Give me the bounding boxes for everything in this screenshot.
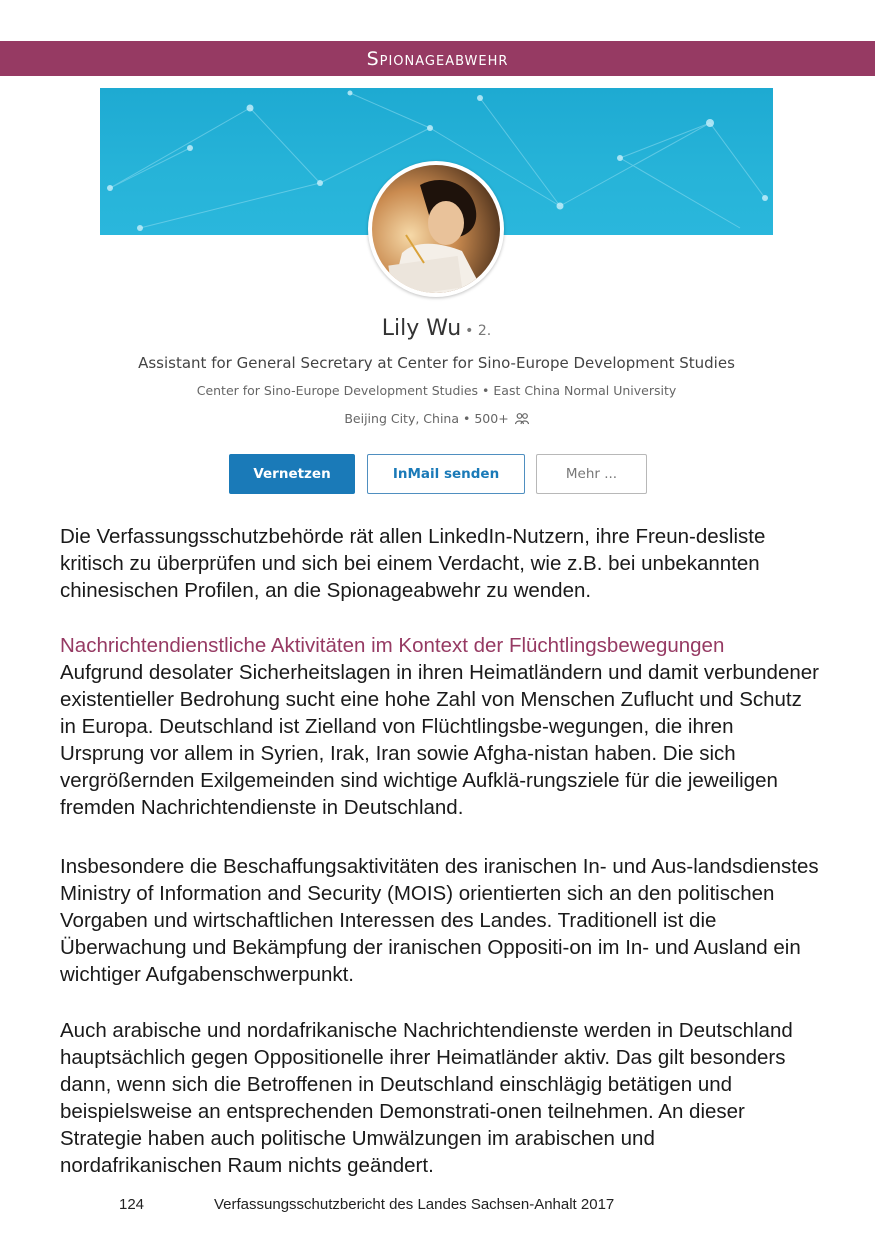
profile-company: Center for Sino-Europe Development Studies • East China Normal University bbox=[196, 383, 677, 398]
paragraph-arab-services: Auch arabische und nordafrikanische Nachrichtendienste werden in Deutschland hauptsächlich gegen Oppositionelle ihrer Heimatländer aktiv. Das gilt besonders dann, wenn sich die Betroffenen in Deutschland einschlägig betätigen und beispielsweise an entsprechenden Demonstrati-onen teilnehmen. An dieser Strategie haben auch politische Umwälzungen im arabischen und nordafrikanischen Raum nichts geändert. bbox=[60, 1019, 793, 1177]
inmail-button[interactable]: InMail senden bbox=[367, 454, 525, 494]
page-number: 124 bbox=[119, 1196, 145, 1213]
connect-button[interactable]: Vernetzen bbox=[229, 454, 355, 494]
profile-headline: Assistant for General Secretary at Center for Sino-Europe Development Studies bbox=[138, 354, 735, 372]
more-button[interactable]: Mehr ... bbox=[536, 454, 647, 494]
profile-name: Lily Wu bbox=[381, 316, 462, 341]
linkedin-profile-card bbox=[100, 88, 773, 508]
profile-location-line bbox=[100, 411, 773, 426]
paragraph-refugee-context: Aufgrund desolater Sicherheitslagen in ihren Heimatländern und damit verbundener existentieller Bedrohung sucht eine hohe Zahl von Menschen Zuflucht und Schutz in Europa. Deutschland ist Zielland von Flüchtlingsbe-wegungen, die ihren Ursprung vor allem in Syrien, Irak, Iran sowie Afgha-nistan haben. Die sich vergrößernden Exilgemeinden sind wichtige Aufklä-rungsziele für die jeweiligen fremden Nachrichtendienste in Deutschland. bbox=[60, 661, 819, 819]
section-title: Spionageabwehr bbox=[366, 48, 509, 70]
section-heading: Nachrichtendienstliche Aktivitäten im Kontext der Flüchtlingsbewegungen bbox=[60, 634, 725, 657]
profile-location: Beijing City, China • 500+ bbox=[344, 411, 509, 426]
profile-photo bbox=[372, 165, 500, 293]
section-header bbox=[0, 41, 875, 76]
connection-degree: • 2. bbox=[465, 323, 492, 339]
people-icon bbox=[515, 413, 529, 425]
publication-title: Verfassungsschutzbericht des Landes Sachsen-Anhalt 2017 bbox=[214, 1196, 615, 1213]
avatar bbox=[368, 161, 504, 297]
paragraph-iranian-services: Insbesondere die Beschaffungsaktivitäten des iranischen In- und Aus-landsdienstes Ministry of Information and Security (MOIS) orientierten sich an den politischen Vorgaben und wirtschaftlichen Interessen des Landes. Traditionell ist die Überwachung und Bekämpfung der iranischen Oppositi-on im In- und Ausland ein wichtiger Aufgabenschwerpunkt. bbox=[60, 855, 819, 986]
paragraph-linkedin-warning: Die Verfassungsschutzbehörde rät allen LinkedIn-Nutzern, ihre Freun-desliste kritisch zu überprüfen und sich bei einem Verdacht, wie z.B. bei unbekannten chinesischen Profilen, an die Spionageabwehr zu wenden. bbox=[60, 525, 766, 602]
profile-name-line bbox=[100, 316, 773, 341]
